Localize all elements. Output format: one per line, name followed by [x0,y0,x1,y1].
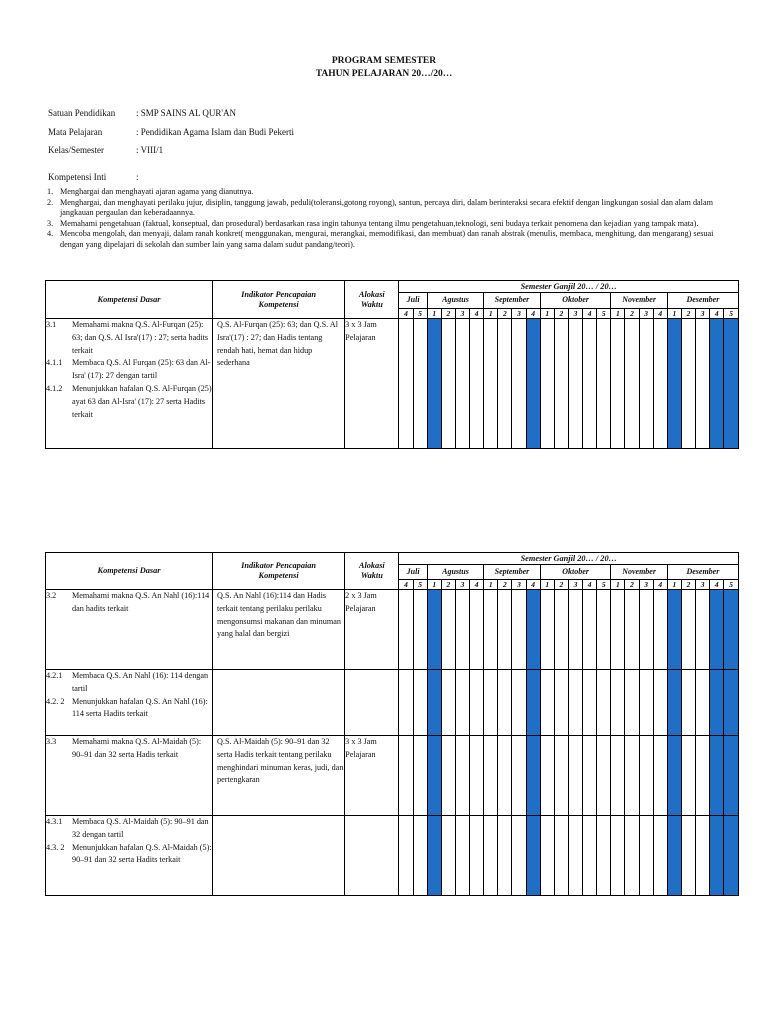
week-cell-highlighted [724,816,739,896]
week-number: 3 [696,309,710,319]
week-cell-highlighted [526,736,540,816]
indikator-cell [213,319,345,449]
week-cell [554,736,568,816]
week-number: 5 [597,309,611,319]
week-number: 2 [625,580,639,590]
week-cell-highlighted [427,319,441,449]
week-cell [597,736,611,816]
week-cell [653,670,667,736]
week-cell [568,319,582,449]
week-cell [639,816,653,896]
week-cell [399,736,413,816]
week-number: 1 [427,309,441,319]
week-cell [597,590,611,670]
week-number: 4 [470,580,484,590]
indikator-cell [213,670,345,736]
kd-item [46,319,212,357]
week-cell [611,670,625,736]
ki-num: 2. [47,197,54,207]
kd-item [46,816,212,842]
kompetensi-inti-list [47,187,725,251]
month-header: Oktober [540,565,611,580]
week-cell [399,590,413,670]
week-cell [413,816,427,896]
week-cell [611,590,625,670]
kd-item [46,696,212,722]
week-cell-highlighted [526,590,540,670]
week-cell [441,319,455,449]
week-cell [625,816,639,896]
week-number: 4 [526,580,540,590]
alokasi-cell [345,816,399,896]
week-cell [696,670,710,736]
identity-satuan [48,108,236,118]
week-cell [470,736,484,816]
kompetensi-dasar-cell [46,736,213,816]
week-cell [498,736,512,816]
week-cell [441,670,455,736]
identity-mapel [48,127,294,137]
week-cell [696,590,710,670]
week-cell [413,590,427,670]
kd-number: 3.1 [46,320,57,329]
week-number: 5 [413,580,427,590]
kd-item [46,670,212,696]
header-indikator: Indikator Pencapaian Kompetensi [213,553,345,590]
indikator-text: Q.S. An Nahl (16):114 dan Hadis terkait tentang perilaku perilaku mengonsumsi makanan dan minuman yang halal dan bergizi [217,591,341,639]
week-cell [498,670,512,736]
week-cell [583,670,597,736]
header-indikator: Indikator Pencapaian Kompetensi [213,281,345,319]
week-cell [554,319,568,449]
table-row [46,816,739,896]
week-cell [540,816,554,896]
schedule-table-1 [45,280,739,449]
ki-num: 4. [47,229,54,239]
week-cell [611,319,625,449]
indikator-text: Q.S. Al-Furqan (25): 63; dan Q.S. Al Isra'(17) : 27; dan Hadis tentang rendah hati, hemat dan hidup sederhana [217,320,338,368]
week-number: 3 [639,580,653,590]
week-cell [554,816,568,896]
week-cell [568,670,582,736]
week-cell-highlighted [710,670,724,736]
week-cell [455,736,469,816]
week-number: 4 [399,580,413,590]
kd-text: Memahami makna Q.S. Al-Maidah (5): 90–91 dan 32 serta Hadis terkait [72,737,202,759]
week-cell-highlighted [667,590,681,670]
week-cell-highlighted [724,319,739,449]
week-cell [611,816,625,896]
week-number: 2 [681,309,695,319]
week-cell [470,670,484,736]
week-number: 1 [611,580,625,590]
kd-item [46,590,212,616]
week-cell [512,670,526,736]
week-cell [441,590,455,670]
week-cell-highlighted [710,816,724,896]
kd-text: Memahami makna Q.S. An Nahl (16):114 dan hadits terkait [72,591,210,613]
week-cell [540,590,554,670]
week-cell [470,319,484,449]
month-header: Juli [399,293,427,309]
week-cell [540,670,554,736]
week-number: 4 [399,309,413,319]
week-cell [639,319,653,449]
identity-value: : Pendidikan Agama Islam dan Budi Pekerti [136,127,294,137]
header-kompetensi-dasar: Kompetensi Dasar [46,281,213,319]
week-number: 3 [696,580,710,590]
week-cell [484,670,498,736]
week-number: 3 [568,309,582,319]
week-cell-highlighted [526,319,540,449]
week-cell-highlighted [724,736,739,816]
kompetensi-dasar-cell [46,590,213,670]
week-cell [455,590,469,670]
week-number: 2 [554,580,568,590]
week-cell [681,816,695,896]
week-number: 2 [441,309,455,319]
week-cell-highlighted [710,736,724,816]
kompetensi-dasar-cell [46,670,213,736]
week-number: 1 [667,580,681,590]
week-cell [512,816,526,896]
week-number: 4 [526,309,540,319]
week-cell [681,736,695,816]
kd-text: Menunjukkan hafalan Q.S. An Nahl (16): 114 serta Hadits terkait [72,696,208,719]
ki-item [47,219,725,230]
ki-label-text: Kompetensi Inti [48,172,107,182]
header-alokasi-waktu: Alokasi Waktu [345,553,399,590]
week-cell [484,590,498,670]
week-cell [696,319,710,449]
identity-kelas [48,145,163,155]
week-cell [681,670,695,736]
kd-number: 3.2 [46,591,57,600]
week-cell [399,816,413,896]
week-cell [512,319,526,449]
kd-number: 3.3 [46,737,57,746]
week-cell [696,736,710,816]
week-cell-highlighted [667,736,681,816]
week-number: 5 [724,580,739,590]
week-number: 3 [455,580,469,590]
week-cell [512,736,526,816]
week-cell [625,670,639,736]
week-number: 3 [455,309,469,319]
week-cell-highlighted [667,816,681,896]
week-cell-highlighted [667,319,681,449]
identity-label: Satuan Pendidikan [48,108,116,118]
week-cell [413,319,427,449]
month-header: Agustus [427,293,484,309]
week-cell [597,670,611,736]
ki-colon: : [136,172,139,182]
month-header: September [484,565,541,580]
indikator-cell [213,590,345,670]
week-cell [597,816,611,896]
week-number: 5 [724,309,739,319]
kd-text: Membaca Q.S. Al Furqan (25): 63 dan Al-Isra' (17): 27 dengan tartil [72,358,211,381]
week-cell [583,736,597,816]
week-number: 1 [540,309,554,319]
alokasi-cell [345,670,399,736]
week-cell [625,590,639,670]
week-cell [455,816,469,896]
week-cell [653,736,667,816]
week-cell [470,590,484,670]
week-number: 5 [597,580,611,590]
week-cell [583,319,597,449]
kd-item [46,842,212,868]
month-header: September [484,293,541,309]
week-cell [498,319,512,449]
week-cell [568,816,582,896]
week-cell [512,590,526,670]
ki-item [47,229,725,250]
week-cell-highlighted [427,816,441,896]
week-number: 3 [568,580,582,590]
week-cell [639,670,653,736]
table-row [46,736,739,816]
week-cell [554,670,568,736]
week-cell [484,736,498,816]
kd-item [46,357,212,383]
week-cell [399,670,413,736]
kd-number: 4.1.2 [46,383,63,393]
week-cell [484,816,498,896]
alokasi-cell: 3 x 3 Jam Pelajaran [345,736,399,816]
table-row [46,670,739,736]
week-cell [653,590,667,670]
week-number: 1 [484,309,498,319]
header-semester: Semester Ganjil 20… / 20… [399,553,739,565]
week-cell [625,736,639,816]
week-number: 3 [512,580,526,590]
week-cell [681,319,695,449]
document-subtitle: TAHUN PELAJARAN 20…/20… [315,69,453,79]
header-row-semester [46,553,739,565]
kompetensi-dasar-cell [46,816,213,896]
header-kompetensi-dasar: Kompetensi Dasar [46,553,213,590]
week-cell [484,319,498,449]
week-cell [540,319,554,449]
week-number: 2 [498,580,512,590]
week-cell [470,816,484,896]
kompetensi-dasar-cell [46,319,213,449]
week-number: 2 [625,309,639,319]
kd-text: Membaca Q.S. An Nahl (16): 114 dengan tartil [72,671,209,693]
week-cell-highlighted [427,590,441,670]
ki-num: 1. [47,187,54,196]
kd-number: 4.2.1 [46,671,63,680]
month-header: Oktober [540,293,611,309]
week-number: 1 [540,580,554,590]
week-cell [568,736,582,816]
week-cell [639,736,653,816]
month-header: Desember [667,565,738,580]
week-cell [696,816,710,896]
week-number: 5 [413,309,427,319]
indikator-text: Q.S. Al-Maidah (5): 90–91 dan 32 serta Hadis terkait tentang perilaku menghindari minuman keras, judi, dan pertengkaran [217,737,344,785]
week-number: 2 [681,580,695,590]
week-cell [455,319,469,449]
week-number: 4 [653,580,667,590]
indikator-cell [213,736,345,816]
week-number: 4 [583,309,597,319]
kd-text: Memahami makna Q.S. Al-Furqan (25): 63; dan Q.S. Al Isra'(17) : 27; serta hadits terkait [72,320,209,355]
kompetensi-inti-label [48,172,139,182]
week-cell [653,816,667,896]
kd-number: 4.2. 2 [46,696,65,706]
month-header: Juli [399,565,427,580]
week-number: 2 [554,309,568,319]
week-cell-highlighted [427,670,441,736]
week-cell [653,319,667,449]
kd-item [46,383,212,421]
week-cell [441,736,455,816]
week-number: 4 [710,580,724,590]
ki-text: Memahami pengetahuan (faktual, konseptual, dan prosedural) berdasarkan rasa ingin tahunya tentang ilmu pengetahuan,teknologi, seni budaya terkait penomena dan kejadian yang tampak mata). [60,218,699,228]
week-cell [611,736,625,816]
kd-text: Membaca Q.S. Al-Maidah (5): 90–91 dan 32 dengan tartil [72,817,209,839]
week-cell [639,590,653,670]
week-number: 4 [653,309,667,319]
week-cell [441,816,455,896]
kd-number: 4.3.1 [46,817,63,826]
header-row-semester [46,281,739,293]
week-number: 2 [498,309,512,319]
week-cell [583,816,597,896]
ki-item [47,198,725,219]
week-number: 4 [710,309,724,319]
week-number: 1 [667,309,681,319]
week-cell [498,816,512,896]
week-cell-highlighted [526,670,540,736]
indikator-cell [213,816,345,896]
week-cell-highlighted [724,670,739,736]
identity-value: : SMP SAINS AL QUR'AN [136,108,236,118]
week-number: 1 [484,580,498,590]
week-cell [583,590,597,670]
week-cell-highlighted [667,670,681,736]
identity-value: : VIII/1 [136,145,164,155]
ki-item [47,187,725,198]
kd-number: 4.3. 2 [46,842,65,852]
kd-text: Menunjukkan hafalan Q.S. Al-Furqan (25) ayat 63 dan Al-Isra' (17): 27 serta Hadits terkait [72,383,212,419]
week-cell [413,736,427,816]
month-header: November [611,565,668,580]
week-number: 4 [583,580,597,590]
ki-text: Menghargai, dan menghayati perilaku jujur, disiplin, tanggung jawab, peduli(toleransi,gotong royong), santun, percaya diri, dalam berinteraksi secara efektif dengan lingkungan sosial dan alam dalam jangkauan pergaulan dan keberadaannya. [60,197,713,218]
week-number: 1 [611,309,625,319]
week-cell [455,670,469,736]
identity-label: Kelas/Semester [48,145,104,155]
table-row [46,319,739,449]
month-header: Agustus [427,565,484,580]
week-cell [597,319,611,449]
ki-text: Mencoba mengolah, dan menyaji, dalam ranah konkret( menggunakan, mengurai, merangkai, memodifikasi, dan membuat) dan ranah abstrak (menulis, membaca, menghitung, dan mengarang) sesuai dengan yang dipelajari di sekolah dan sumber lain yang sama dalam sudut pandang/teori). [60,229,714,249]
week-cell-highlighted [724,590,739,670]
header-alokasi-waktu: Alokasi Waktu [345,281,399,319]
month-header: November [611,293,668,309]
kd-text: Menunjukkan hafalan Q.S. Al-Maidah (5): 90–91 dan 32 serta Hadits terkait [72,842,212,865]
week-cell [540,736,554,816]
week-cell [554,590,568,670]
week-cell [568,590,582,670]
table-row [46,590,739,670]
identity-label: Mata Pelajaran [48,127,103,137]
alokasi-cell: 3 x 3 Jam Pelajaran [345,319,399,449]
header-semester: Semester Ganjil 20… / 20… [399,281,739,293]
month-header: Desember [667,293,738,309]
week-number: 3 [512,309,526,319]
week-cell [413,670,427,736]
week-cell-highlighted [710,590,724,670]
week-number: 3 [639,309,653,319]
kd-number: 4.1.1 [46,358,63,368]
week-cell [498,590,512,670]
kd-item [46,736,212,762]
week-cell [399,319,413,449]
document-title: PROGRAM SEMESTER [331,56,437,66]
week-cell [681,590,695,670]
week-cell-highlighted [427,736,441,816]
ki-text: Menghargai dan menghayati ajaran agama yang dianutnya. [60,187,254,196]
schedule-table-2 [45,552,739,896]
week-number: 4 [470,309,484,319]
week-cell-highlighted [526,816,540,896]
week-number: 1 [427,580,441,590]
alokasi-cell: 2 x 3 Jam Pelajaran [345,590,399,670]
week-cell-highlighted [710,319,724,449]
ki-num: 3. [47,218,54,228]
week-cell [625,319,639,449]
week-number: 2 [441,580,455,590]
